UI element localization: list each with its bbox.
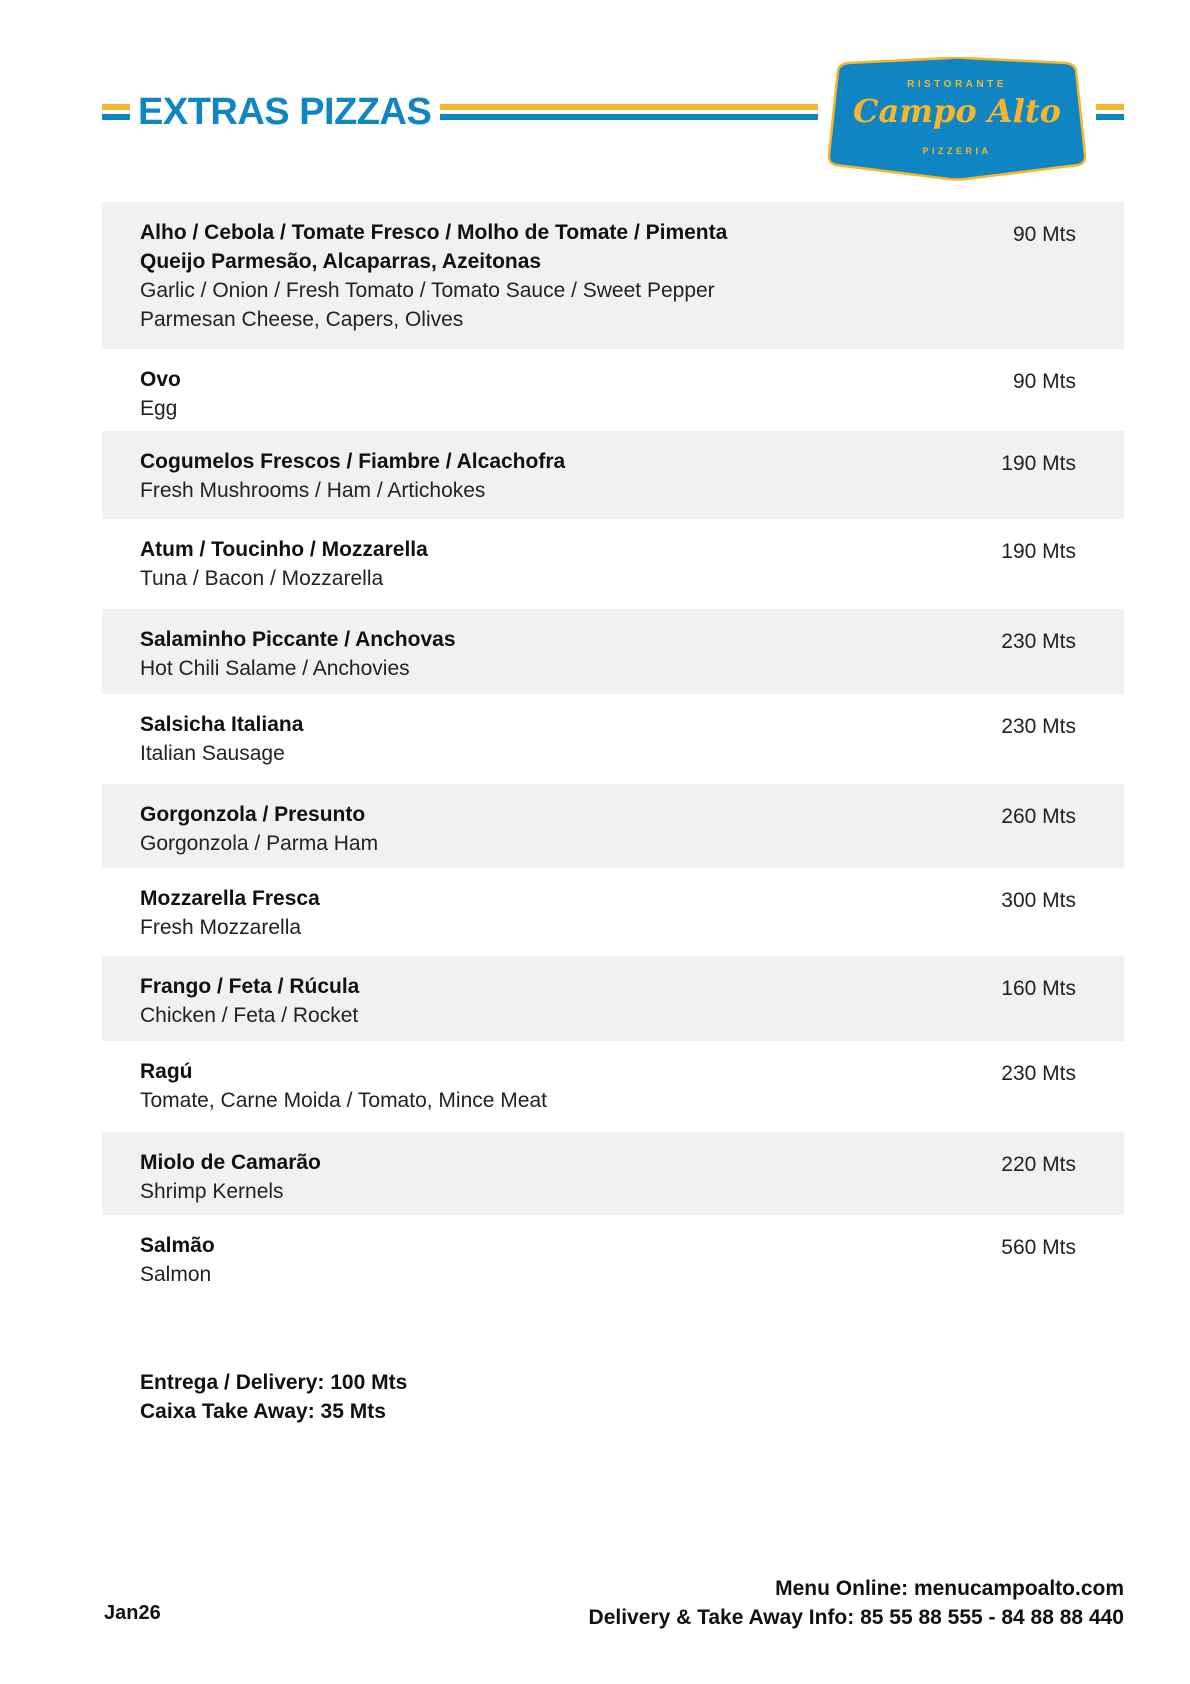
footer-contact-info [589, 1574, 1124, 1632]
item-name-en: Tuna / Bacon / Mozzarella [140, 567, 384, 590]
page-header [0, 0, 1190, 200]
header-stripe-mid-blue [440, 114, 818, 120]
item-name-en: Egg [140, 397, 178, 420]
delivery-phone-numbers: Delivery & Take Away Info: 85 55 88 555 - 84 88 88 440 [588, 1606, 1124, 1629]
item-name-en: Tomate, Carne Moida / Tomato, Mince Meat [140, 1089, 547, 1112]
header-stripe-left-blue [102, 114, 130, 120]
item-name-pt: Frango / Feta / Rúcula [140, 975, 360, 998]
header-stripe-left-yellow [102, 104, 130, 110]
menu-item [102, 784, 1124, 868]
logo-pizzeria-text: PIZZERIA [922, 146, 992, 156]
item-name-pt-line2: Queijo Parmesão, Alcaparras, Azeitonas [140, 250, 542, 273]
menu-item [102, 1041, 1124, 1132]
header-stripe-mid-yellow [440, 104, 818, 110]
extras-menu-list [102, 202, 1124, 1303]
item-price: 230 Mts [1001, 630, 1076, 653]
item-name-en: Fresh Mushrooms / Ham / Artichokes [140, 479, 486, 502]
menu-item [102, 431, 1124, 519]
item-name-pt: Salaminho Piccante / Anchovas [140, 628, 456, 651]
menu-online-link: Menu Online: menucampoalto.com [775, 1577, 1124, 1600]
logo-ristorante-text: RISTORANTE [907, 79, 1007, 90]
item-name-pt: Ragú [140, 1060, 193, 1083]
item-price: 300 Mts [1001, 889, 1076, 912]
header-stripe-right-blue [1096, 114, 1124, 120]
item-name-en-line2: Parmesan Cheese, Capers, Olives [140, 308, 464, 331]
item-name-en: Salmon [140, 1263, 212, 1286]
item-name-pt: Atum / Toucinho / Mozzarella [140, 538, 428, 561]
logo-brand-name: Campo Alto [852, 92, 1062, 130]
item-price: 260 Mts [1001, 805, 1076, 828]
item-name-en: Hot Chili Salame / Anchovies [140, 657, 410, 680]
item-price: 190 Mts [1001, 452, 1076, 475]
delivery-fee: Entrega / Delivery: 100 Mts [140, 1371, 408, 1394]
menu-item [102, 956, 1124, 1041]
extra-fees [140, 1368, 407, 1426]
menu-item [102, 349, 1124, 431]
item-name-pt: Mozzarella Fresca [140, 887, 320, 910]
item-name-en: Italian Sausage [140, 742, 285, 765]
item-price: 90 Mts [1012, 223, 1076, 246]
menu-item [102, 202, 1124, 349]
take-away-box-fee: Caixa Take Away: 35 Mts [140, 1400, 386, 1423]
menu-edition-date: Jan26 [104, 1602, 161, 1624]
item-price: 160 Mts [1001, 977, 1076, 1000]
item-name-pt: Miolo de Camarão [140, 1151, 321, 1174]
item-name-pt: Salmão [140, 1234, 215, 1257]
menu-item [102, 519, 1124, 609]
campo-alto-logo [826, 57, 1088, 181]
item-price: 190 Mts [1001, 540, 1076, 563]
item-name-en: Chicken / Feta / Rocket [140, 1004, 359, 1027]
menu-item [102, 694, 1124, 784]
item-name-pt: Ovo [140, 368, 181, 391]
item-name-en: Fresh Mozzarella [140, 916, 302, 939]
page-title: EXTRAS PIZZAS [138, 91, 432, 133]
item-name-en: Gorgonzola / Parma Ham [140, 832, 379, 855]
item-name-en: Garlic / Onion / Fresh Tomato / Tomato Sauce / Sweet Pepper [140, 279, 715, 302]
menu-item [102, 1132, 1124, 1215]
item-price: 560 Mts [1001, 1236, 1076, 1259]
item-price: 90 Mts [1012, 370, 1076, 393]
item-name-en: Shrimp Kernels [140, 1180, 284, 1203]
item-name-pt: Salsicha Italiana [140, 713, 304, 736]
header-stripe-right-yellow [1096, 104, 1124, 110]
item-name-pt: Cogumelos Frescos / Fiambre / Alcachofra [140, 450, 566, 473]
menu-item [102, 609, 1124, 694]
menu-item [102, 868, 1124, 956]
item-name-pt: Gorgonzola / Presunto [140, 803, 366, 826]
item-price: 230 Mts [1001, 715, 1076, 738]
item-name-pt: Alho / Cebola / Tomate Fresco / Molho de Tomate / Pimenta [140, 221, 728, 244]
item-price: 230 Mts [1001, 1062, 1076, 1085]
menu-item [102, 1215, 1124, 1303]
item-price: 220 Mts [1001, 1153, 1076, 1176]
